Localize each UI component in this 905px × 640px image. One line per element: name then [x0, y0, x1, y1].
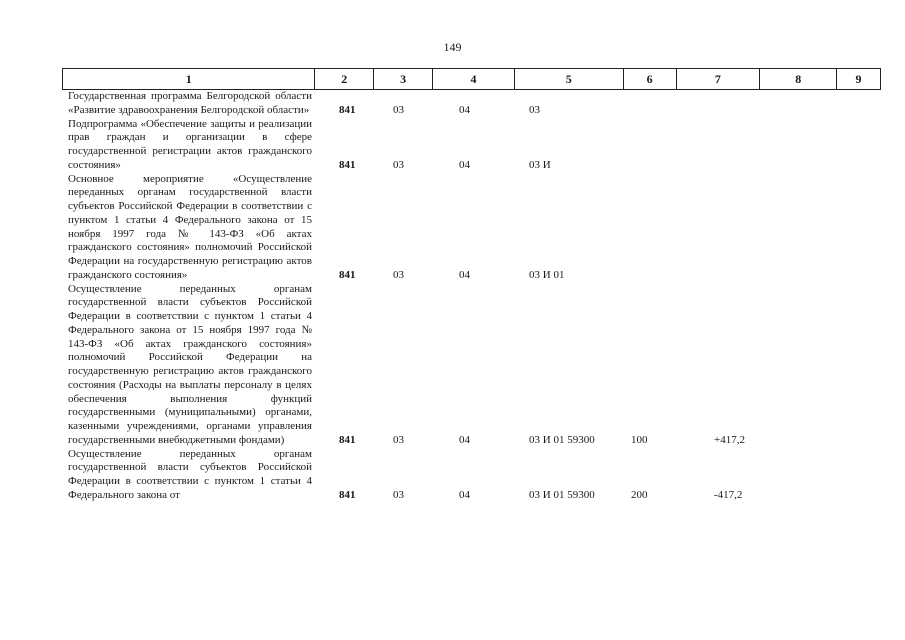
column-header-6: 6 [624, 69, 677, 89]
table-row [68, 448, 881, 503]
row-target-code: 03 И 01 [529, 268, 565, 281]
row-expense-type: 100 [631, 433, 648, 446]
table-header [62, 68, 881, 90]
row-amount: +417,2 [714, 433, 745, 446]
row-target-code: 03 [529, 103, 540, 116]
column-header-8: 8 [760, 69, 837, 89]
table-row [68, 90, 881, 118]
row-subsection-code: 04 [459, 103, 470, 116]
row-subsection-code: 04 [459, 158, 470, 171]
row-ved-code: 841 [339, 433, 356, 446]
page-number: 149 [443, 40, 462, 54]
column-header-1: 1 [63, 69, 315, 89]
row-subsection-code: 04 [459, 268, 470, 281]
column-header-2: 2 [315, 69, 374, 89]
row-description: Осуществление переданных органам государственной власти субъектов Российской Федерации в соответствии с пунктом 1 статьи 4 Федерального закона от 15 ноября 1997 года № 143-ФЗ «Об актах гражданского состояния» полномочий Российской Федерации на государственную регистрацию актов гражданского состояния (Расходы на выплаты персоналу в целях обеспечения выполнения функций государственными (муниципальными) органами, казенными учреждениями, органами управления государственными внебюджетными фондами) [68, 282, 312, 446]
row-target-code: 03 И [529, 158, 551, 171]
column-header-7: 7 [677, 69, 761, 89]
row-target-code: 03 И 01 59300 [529, 433, 595, 446]
column-header-9: 9 [855, 71, 862, 86]
row-section-code: 03 [393, 488, 404, 501]
table-row [68, 173, 881, 283]
column-header-3: 3 [374, 69, 433, 89]
row-expense-type: 200 [631, 488, 648, 501]
row-description: Осуществление переданных органам государственной власти субъектов Российской Федерации в соответствии с пунктом 1 статьи 4 Федерального закона от [68, 447, 312, 501]
row-target-code: 03 И 01 59300 [529, 488, 595, 501]
row-ved-code: 841 [339, 158, 356, 171]
table-body [68, 90, 881, 503]
row-ved-code: 841 [339, 268, 356, 281]
row-section-code: 03 [393, 433, 404, 446]
row-section-code: 03 [393, 268, 404, 281]
row-subsection-code: 04 [459, 488, 470, 501]
row-section-code: 03 [393, 158, 404, 171]
column-header-4: 4 [433, 69, 515, 89]
row-description: Государственная программа Белгородской области «Развитие здравоохранения Белгородской области» [68, 90, 312, 116]
column-header-5: 5 [515, 69, 624, 89]
row-subsection-code: 04 [459, 433, 470, 446]
row-description: Основное мероприятие «Осуществление переданных органам государственной власти субъектов Российской Федерации в соответствии с пунктом 1 статьи 4 Федерального закона от 15 ноября 1997 года № 143-ФЗ «Об актах гражданского состояния» полномочий Российской Федерации на государственную регистрацию актов гражданского состояния» [68, 172, 312, 281]
row-section-code: 03 [393, 103, 404, 116]
row-amount: -417,2 [714, 488, 743, 501]
table-row [68, 118, 881, 173]
table-row [68, 283, 881, 448]
row-description: Подпрограмма «Обеспечение защиты и реализации прав граждан и организации в сфере государственной регистрации актов гражданского состояния» [68, 117, 312, 171]
row-ved-code: 841 [339, 488, 356, 501]
row-ved-code: 841 [339, 103, 356, 116]
